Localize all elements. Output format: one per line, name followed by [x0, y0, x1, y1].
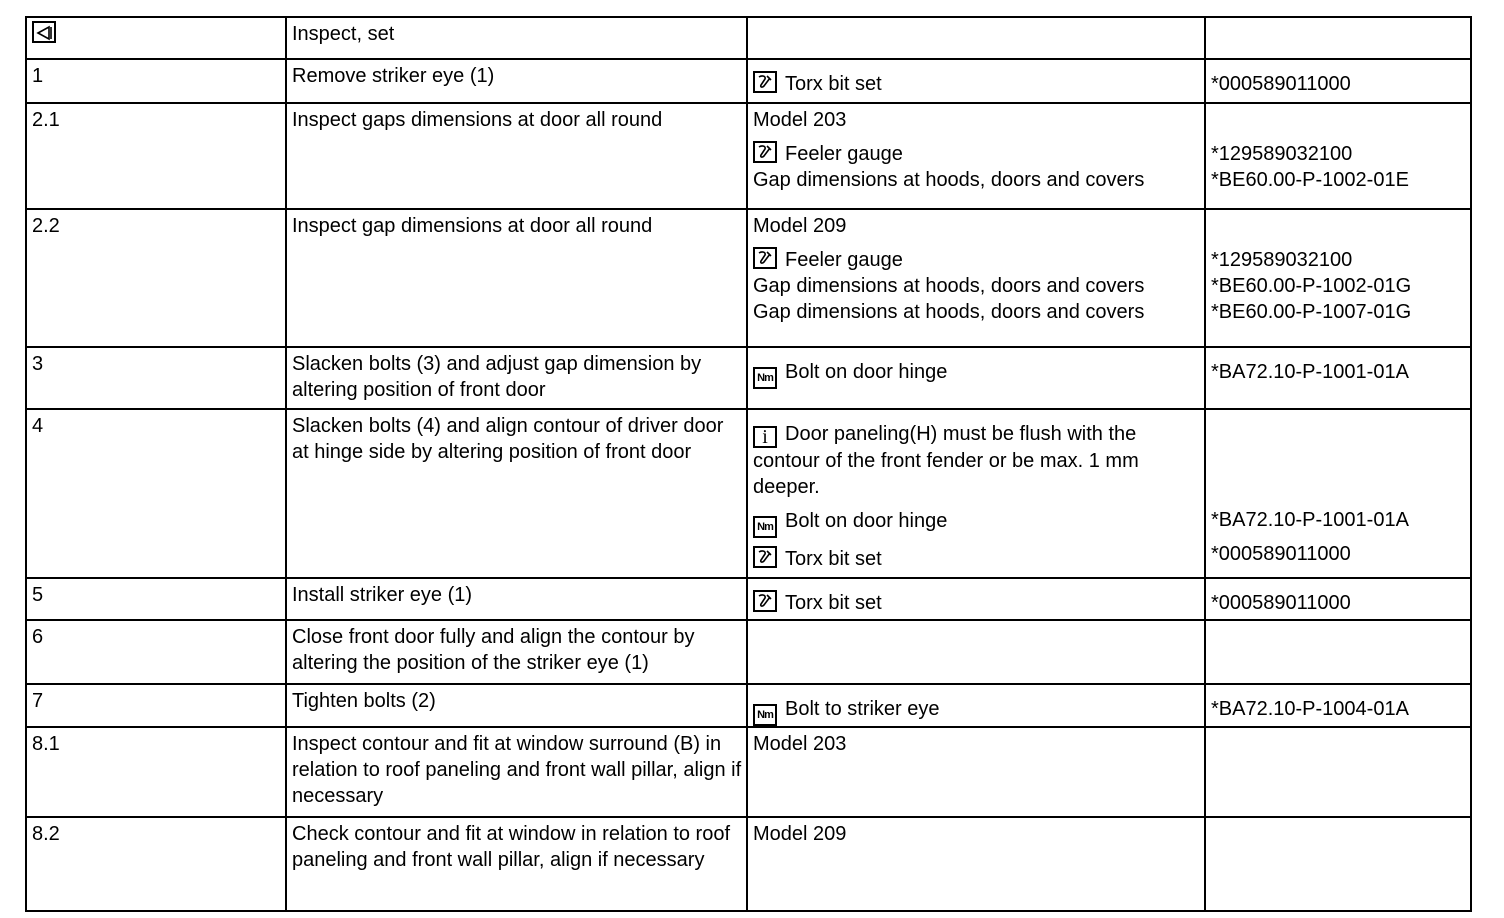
operation-text: Slacken bolts (4) and align contour of driver door at hinge side by altering position of front door [286, 409, 747, 578]
info-line [753, 167, 1200, 193]
reference-code[interactable] [1211, 421, 1466, 499]
header-title: Inspect, set [286, 17, 747, 59]
reference-code[interactable] [1211, 731, 1466, 757]
reference-code[interactable]: *BA72.10-P-1001-01A [1211, 361, 1409, 383]
step-number: 1 [26, 59, 286, 103]
reference-code[interactable] [1211, 213, 1466, 239]
reference-code[interactable]: *BE60.00-P-1002-01E [1211, 169, 1409, 191]
info-text: Torx bit set [785, 592, 882, 614]
info-cell [747, 620, 1205, 684]
reference-code[interactable]: *000589011000 [1211, 543, 1351, 565]
info-line [753, 141, 1200, 167]
tool-icon [753, 247, 777, 269]
info-line [753, 107, 1200, 133]
tool-icon [753, 141, 777, 163]
reference-cell [1205, 817, 1471, 911]
info-cell [747, 59, 1205, 103]
tool-icon [753, 546, 777, 568]
info-line [753, 696, 1200, 726]
info-line [753, 546, 1200, 572]
step-number: 8.1 [26, 727, 286, 817]
operation-text: Install striker eye (1) [286, 578, 747, 620]
info-text: Bolt to striker eye [785, 698, 940, 720]
info-text: Torx bit set [785, 548, 882, 570]
step-back-icon [32, 21, 56, 43]
table-row [26, 347, 1471, 409]
tool-icon [753, 590, 777, 612]
operation-text: Tighten bolts (2) [286, 684, 747, 727]
reference-code[interactable]: *129589032100 [1211, 249, 1353, 271]
table-row [26, 578, 1471, 620]
info-text: Model 209 [753, 823, 847, 845]
header-row [26, 17, 1471, 59]
info-icon: i [753, 426, 777, 448]
operation-text: Slacken bolts (3) and adjust gap dimension by altering position of front door [286, 347, 747, 409]
info-line [753, 821, 1200, 847]
info-text: Torx bit set [785, 73, 882, 95]
reference-code[interactable]: *000589011000 [1211, 73, 1351, 95]
info-text: Feeler gauge [785, 249, 903, 271]
reference-code[interactable] [1211, 107, 1466, 133]
step-number: 2.2 [26, 209, 286, 347]
reference-code[interactable]: *BA72.10-P-1004-01A [1211, 698, 1409, 720]
reference-cell [1205, 209, 1471, 347]
operation-text: Remove striker eye (1) [286, 59, 747, 103]
step-number: 8.2 [26, 817, 286, 911]
reference-cell [1205, 684, 1471, 727]
info-line [753, 421, 1200, 500]
reference-cell [1205, 409, 1471, 578]
step-number: 7 [26, 684, 286, 727]
torque-nm-icon: Nm [753, 704, 777, 726]
info-line [753, 590, 1200, 616]
table-row [26, 817, 1471, 911]
info-cell [747, 347, 1205, 409]
info-text: Gap dimensions at hoods, doors and covers [753, 301, 1145, 323]
reference-cell [1205, 103, 1471, 209]
reference-code[interactable]: *000589011000 [1211, 592, 1351, 614]
info-line [753, 731, 1200, 757]
table-row [26, 620, 1471, 684]
header-empty-cell [747, 17, 1205, 59]
info-cell [747, 817, 1205, 911]
info-line [753, 213, 1200, 239]
operation-text: Check contour and fit at window in relation to roof paneling and front wall pillar, align if necessary [286, 817, 747, 911]
tool-icon [753, 71, 777, 93]
procedure-table [25, 16, 1472, 912]
step-number: 3 [26, 347, 286, 409]
header-icon-cell [26, 17, 286, 59]
reference-cell [1205, 620, 1471, 684]
info-line [753, 247, 1200, 273]
torque-nm-icon: Nm [753, 367, 777, 389]
info-text: Feeler gauge [785, 143, 903, 165]
procedure-rows [26, 59, 1471, 911]
info-text: Bolt on door hinge [785, 510, 948, 532]
reference-cell [1205, 727, 1471, 817]
table-row [26, 103, 1471, 209]
header-empty-cell [1205, 17, 1471, 59]
info-cell [747, 409, 1205, 578]
table-row [26, 409, 1471, 578]
reference-code[interactable]: *BE60.00-P-1002-01G [1211, 275, 1412, 297]
info-text: Gap dimensions at hoods, doors and covers [753, 169, 1145, 191]
reference-code[interactable]: *129589032100 [1211, 143, 1353, 165]
step-number: 4 [26, 409, 286, 578]
info-cell [747, 684, 1205, 727]
operation-text: Inspect gap dimensions at door all round [286, 209, 747, 347]
reference-code[interactable] [1211, 821, 1466, 847]
reference-cell [1205, 59, 1471, 103]
info-text: Model 203 [753, 109, 847, 131]
step-number: 6 [26, 620, 286, 684]
info-cell [747, 103, 1205, 209]
info-text: Door paneling(H) must be flush with the contour of the front fender or be max. 1 mm deeper. [753, 423, 1139, 498]
reference-code[interactable]: *BA72.10-P-1001-01A [1211, 509, 1409, 531]
info-text: Gap dimensions at hoods, doors and covers [753, 275, 1145, 297]
reference-cell [1205, 347, 1471, 409]
info-text: Model 209 [753, 215, 847, 237]
info-line [753, 71, 1200, 97]
torque-nm-icon: Nm [753, 516, 777, 538]
operation-text: Inspect contour and fit at window surround (B) in relation to roof paneling and front wall pillar, align if necessary [286, 727, 747, 817]
info-text: Bolt on door hinge [785, 361, 948, 383]
table-row [26, 59, 1471, 103]
info-cell [747, 209, 1205, 347]
operation-text: Close front door fully and align the contour by altering the position of the striker eye (1) [286, 620, 747, 684]
info-line [753, 508, 1200, 538]
info-line [753, 273, 1200, 299]
reference-cell [1205, 578, 1471, 620]
step-number: 5 [26, 578, 286, 620]
info-line [753, 359, 1200, 389]
info-cell [747, 578, 1205, 620]
table-row [26, 684, 1471, 727]
info-cell [747, 727, 1205, 817]
info-text: Model 203 [753, 733, 847, 755]
operation-text: Inspect gaps dimensions at door all round [286, 103, 747, 209]
reference-code[interactable]: *BE60.00-P-1007-01G [1211, 301, 1412, 323]
table-row [26, 727, 1471, 817]
info-line [753, 299, 1200, 325]
table-row [26, 209, 1471, 347]
step-number: 2.1 [26, 103, 286, 209]
